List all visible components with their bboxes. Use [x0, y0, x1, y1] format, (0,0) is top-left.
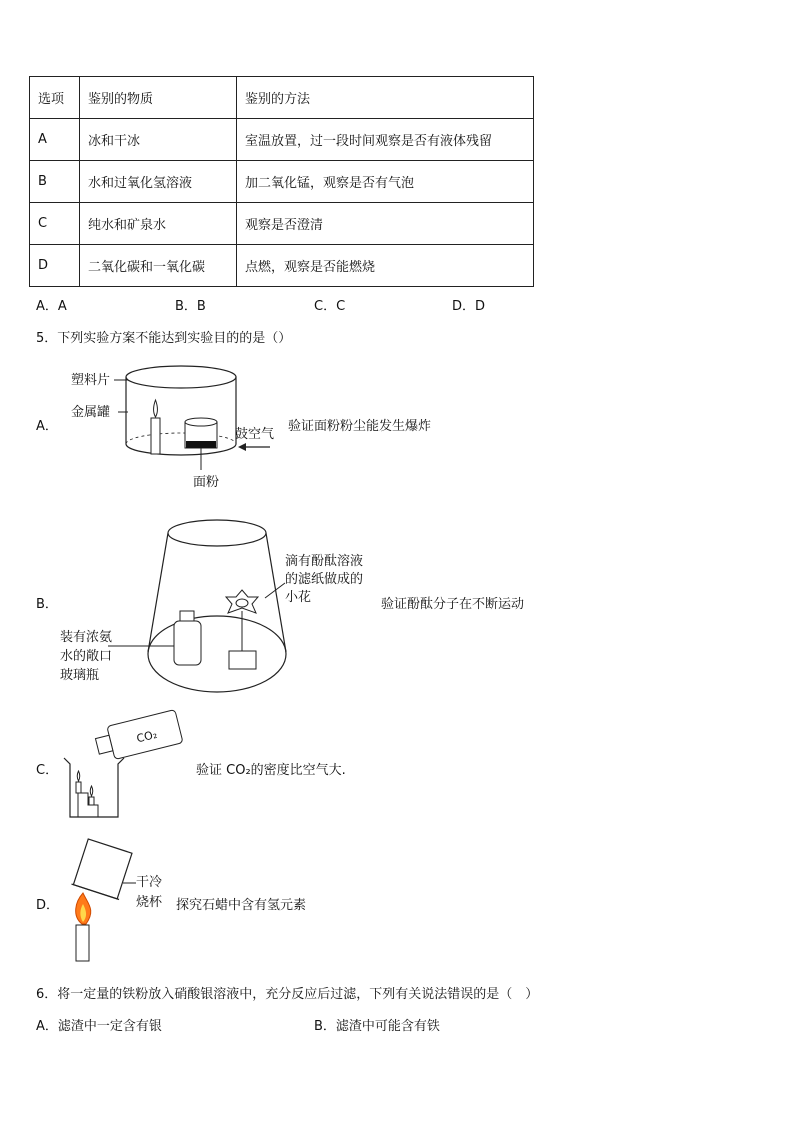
flower-label-line1: 滴有酚酞溶液	[285, 554, 364, 569]
table-cell: 纯水和矿泉水	[80, 203, 237, 245]
q5-option-b-purpose: 验证酚酞分子在不断运动	[381, 597, 525, 612]
table-cell: 观察是否澄清	[237, 203, 534, 245]
q5-option-d-purpose: 探究石蜡中含有氢元素	[176, 898, 307, 913]
table-cell: D	[30, 245, 80, 287]
table-header-cell: 选项	[30, 77, 80, 119]
q5-option-a-purpose: 验证面粉粉尘能发生爆炸	[288, 419, 432, 434]
q5-option-a-letter: A．	[36, 419, 58, 434]
flour-label: 面粉	[193, 475, 220, 490]
q6-stem: 6．将一定量的铁粉放入硝酸银溶液中，充分反应后过滤，下列有关说法错误的是（ ）	[36, 987, 539, 1002]
table-header-cell: 鉴别的方法	[237, 77, 534, 119]
q5-stem: 5．下列实验方案不能达到实验目的的是（）	[36, 331, 292, 346]
q5-option-c-letter: C．	[36, 763, 59, 778]
bottle-label-line1: 装有浓氨	[60, 630, 113, 645]
flower-label-line3: 小花	[285, 590, 312, 605]
q4-option-c: C．C	[314, 299, 346, 314]
table-cell: 冰和干冰	[80, 119, 237, 161]
q5-option-d-letter: D．	[36, 898, 60, 913]
q4-option-a: A．A	[36, 299, 67, 314]
table-header-cell: 鉴别的物质	[80, 77, 237, 119]
q5-option-b-letter: B．	[36, 597, 58, 612]
q6-option-a: A．滤渣中一定含有银	[36, 1019, 162, 1034]
gas-label: CO₂	[135, 727, 159, 746]
q6-option-b: B．滤渣中可能含有铁	[314, 1019, 440, 1034]
flower-label-line2: 的滤纸做成的	[285, 572, 364, 587]
q4-option-b: B．B	[175, 299, 206, 314]
air-label: 鼓空气	[235, 427, 275, 442]
table-cell: B	[30, 161, 80, 203]
table-cell: C	[30, 203, 80, 245]
table-cell: 加二氧化锰，观察是否有气泡	[237, 161, 534, 203]
can-label: 金属罐	[71, 405, 111, 420]
bottle-label-line3: 玻璃瓶	[60, 668, 100, 683]
cup-label-line2: 烧杯	[136, 895, 163, 910]
table-cell: 二氧化碳和一氧化碳	[80, 245, 237, 287]
table-cell: 室温放置，过一段时间观察是否有液体残留	[237, 119, 534, 161]
q4-option-d: D．D	[452, 299, 486, 314]
cup-label-line1: 干冷	[136, 875, 163, 890]
table-cell: 水和过氧化氢溶液	[80, 161, 237, 203]
table-cell: A	[30, 119, 80, 161]
q5-option-c-purpose: 验证 CO₂的密度比空气大.	[196, 763, 346, 778]
lid-label: 塑料片	[71, 373, 111, 388]
bottle-label-line2: 水的敞口	[60, 649, 113, 664]
table-cell: 点燃，观察是否能燃烧	[237, 245, 534, 287]
